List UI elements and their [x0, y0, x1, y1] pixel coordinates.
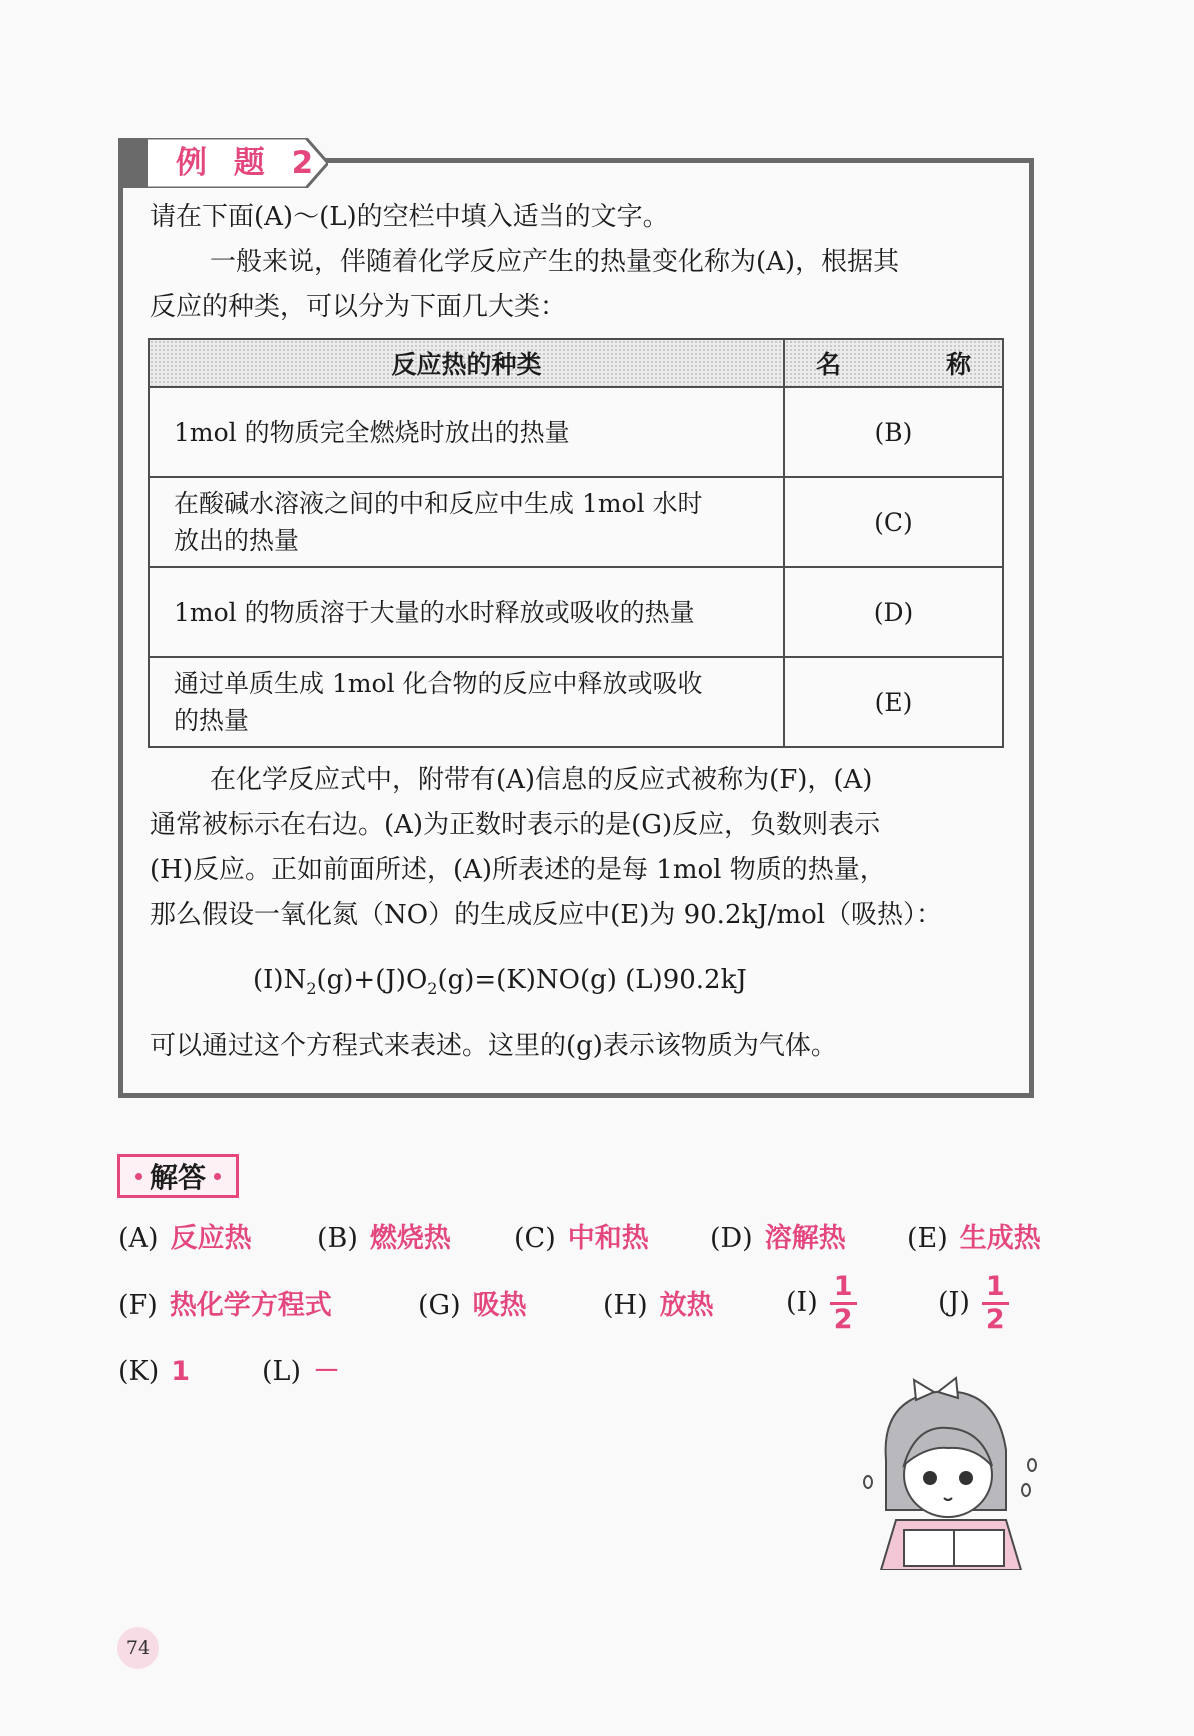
- answer-value: 1: [171, 1356, 191, 1387]
- row-description: [149, 477, 784, 567]
- row-description: [149, 657, 784, 747]
- answer-value: 燃烧热: [369, 1223, 451, 1254]
- header-kind: 反应热的种类: [149, 339, 784, 387]
- eq-rest: (g)=(K)NO(g) (L)90.2kJ: [437, 965, 747, 995]
- answer-k: [118, 1352, 190, 1392]
- fraction-numerator: 1: [982, 1272, 1009, 1305]
- eq-blank-j: (J): [375, 965, 406, 995]
- answer-key: (I): [786, 1287, 818, 1318]
- answer-value: －: [313, 1356, 340, 1387]
- answer-fraction: [830, 1272, 857, 1335]
- eq-nitrogen: N: [283, 965, 307, 995]
- table-row: [149, 477, 1003, 567]
- answer-value: 溶解热: [764, 1223, 846, 1254]
- header-name-char-1: 名: [816, 350, 842, 379]
- label-dot: [214, 1173, 221, 1180]
- table-header-row: [149, 339, 1003, 387]
- row-description: [149, 567, 784, 657]
- table-row: [149, 567, 1003, 657]
- eq-oxygen-subscript: 2: [427, 979, 438, 999]
- row-blank-code: (C): [784, 477, 1003, 567]
- answer-fraction: [982, 1272, 1009, 1335]
- answer-key: (A): [118, 1223, 159, 1254]
- answer-value: 反应热: [170, 1223, 252, 1254]
- table-row: [149, 657, 1003, 747]
- answer-e: [907, 1219, 1041, 1259]
- answer-h: [603, 1286, 714, 1326]
- answer-key: (H): [603, 1290, 648, 1321]
- answer-key: (K): [118, 1356, 160, 1387]
- answer-key: (E): [907, 1223, 948, 1254]
- answer-value: 生成热: [959, 1223, 1041, 1254]
- row-blank-code: (E): [784, 657, 1003, 747]
- answer-value: 中和热: [567, 1223, 649, 1254]
- answer-i: [786, 1272, 857, 1335]
- answer-b: [317, 1219, 451, 1259]
- mascot-illustration: [856, 1370, 1046, 1570]
- paragraph-2-line-2: 通常被标示在右边。(A)为正数时表示的是(G)反应，负数则表示: [150, 810, 881, 840]
- eq-nitrogen-subscript: 2: [306, 979, 317, 999]
- answer-key: (F): [118, 1290, 158, 1321]
- page-number: 74: [117, 1627, 159, 1669]
- answer-key: (C): [514, 1223, 556, 1254]
- thermochemical-equation: [253, 958, 747, 1011]
- answer-value: 吸热: [472, 1290, 527, 1321]
- fraction-denominator: 2: [985, 1304, 1005, 1335]
- answer-key: (B): [317, 1223, 358, 1254]
- row-description-line: 放出的热量: [174, 526, 300, 555]
- example-title: 例 题 2: [176, 145, 322, 181]
- answer-value: 放热: [659, 1290, 714, 1321]
- row-description-line: 1mol 的物质溶于大量的水时释放或吸收的热量: [174, 597, 695, 627]
- answer-a: [118, 1219, 252, 1259]
- row-description-line: 1mol 的物质完全燃烧时放出的热量: [174, 417, 570, 447]
- answer-label-text: 解答: [149, 1161, 206, 1194]
- answer-l: [262, 1352, 340, 1392]
- paragraph-2-line-3: (H)反应。正如前面所述，(A)所表述的是每 1mol 物质的热量，: [150, 855, 886, 885]
- answer-c: [514, 1219, 649, 1259]
- answer-value: 热化学方程式: [169, 1290, 332, 1321]
- answer-d: [710, 1219, 846, 1259]
- fraction-numerator: 1: [830, 1272, 857, 1305]
- row-description-line: 通过单质生成 1mol 化合物的反应中释放或吸收: [174, 669, 703, 698]
- paragraph-1-line-1: 一般来说，伴随着化学反应产生的热量变化称为(A)，根据其: [210, 247, 900, 277]
- row-blank-code: (D): [784, 567, 1003, 657]
- table-row: [149, 387, 1003, 477]
- paragraph-2-line-1: 在化学反应式中，附带有(A)信息的反应式被称为(F)，(A): [210, 765, 873, 795]
- eq-oxygen: O: [405, 965, 428, 995]
- intro-text: 请在下面(A)～(L)的空栏中填入适当的文字。: [150, 202, 669, 232]
- paragraph-1-line-2: 反应的种类，可以分为下面几大类：: [150, 292, 567, 322]
- header-name-char-2: 称: [945, 350, 971, 379]
- fraction-denominator: 2: [833, 1304, 853, 1335]
- answer-key: (L): [262, 1356, 301, 1387]
- answer-g: [418, 1286, 527, 1326]
- row-description: [149, 387, 784, 477]
- answer-key: (D): [710, 1223, 753, 1254]
- answer-j: [938, 1272, 1009, 1335]
- answer-key: (G): [418, 1290, 461, 1321]
- answer-label: [117, 1154, 239, 1198]
- eq-blank-i: (I): [253, 965, 284, 995]
- closing-text: 可以通过这个方程式来表述。这里的(g)表示该物质为气体。: [150, 1031, 837, 1061]
- row-description-line: 的热量: [174, 706, 250, 735]
- row-blank-code: (B): [784, 387, 1003, 477]
- reaction-heat-table: [148, 338, 1004, 748]
- row-description-line: 在酸碱水溶液之间的中和反应中生成 1mol 水时: [174, 489, 703, 518]
- eq-gas-plus: (g)+: [316, 965, 376, 995]
- paragraph-2-line-4: 那么假设一氧化氮（NO）的生成反应中(E)为 90.2kJ/mol（吸热）：: [150, 900, 943, 930]
- header-name: [784, 339, 1003, 387]
- answer-key: (J): [938, 1287, 970, 1318]
- answer-f: [118, 1286, 332, 1326]
- label-dot: [135, 1173, 142, 1180]
